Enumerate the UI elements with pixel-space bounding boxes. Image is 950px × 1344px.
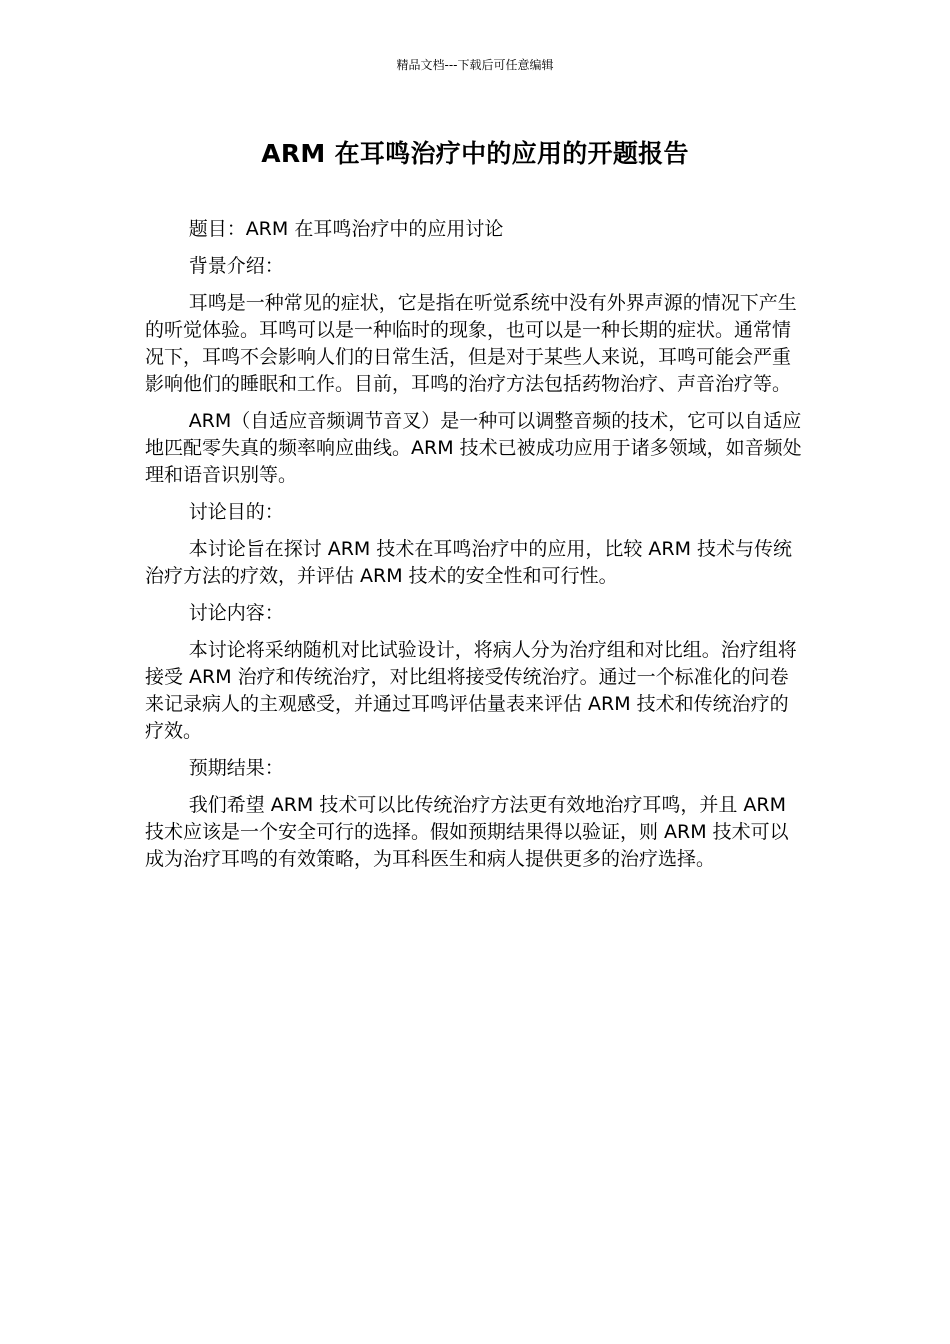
document-body [145,216,807,883]
topic-line: 题目：ARM 在耳鸣治疗中的应用讨论 [188,218,504,240]
results-heading: 预期结果： [188,757,284,779]
content-heading: 讨论内容： [188,602,284,624]
background-heading: 背景介绍： [188,255,284,277]
content-paragraph: 本讨论将采纳随机对比试验设计，将病人分为治疗组和对比组。治疗组将接受 ARM 治疗和传统治疗，对比组将接受传统治疗。通过一个标准化的问卷来记录病人的主观感受，并通过耳鸣评估量表来评估 ARM 技术和传统治疗的疗效。 [145,639,797,742]
purpose-paragraph: 本讨论旨在探讨 ARM 技术在耳鸣治疗中的应用，比较 ARM 技术与传统治疗方法的疗效，并评估 ARM 技术的安全性和可行性。 [145,538,793,587]
background-paragraph-1: 耳鸣是一种常见的症状，它是指在听觉系统中没有外界声源的情况下产生的听觉体验。耳鸣可以是一种临时的现象，也可以是一种长期的症状。通常情况下，耳鸣不会影响人们的日常生活，但是对于某些人来说，耳鸣可能会严重影响他们的睡眠和工作。目前，耳鸣的治疗方法包括药物治疗、声音治疗等。 [145,292,797,395]
page-header: 精品文档---下载后可任意编辑 [396,58,554,72]
document-title: ARM 在耳鸣治疗中的应用的开题报告 [261,139,689,168]
background-paragraph-2: ARM（自适应音频调节音叉）是一种可以调整音频的技术，它可以自适应地匹配零失真的频率响应曲线。ARM 技术已被成功应用于诸多领域，如音频处理和语音识别等。 [145,410,802,486]
purpose-heading: 讨论目的： [188,501,284,523]
results-paragraph: 我们希望 ARM 技术可以比传统治疗方法更有效地治疗耳鸣，并且 ARM 技术应该是一个安全可行的选择。假如预期结果得以验证，则 ARM 技术可以成为治疗耳鸣的有效策略，为耳科医生和病人提供更多的治疗选择。 [145,794,789,870]
